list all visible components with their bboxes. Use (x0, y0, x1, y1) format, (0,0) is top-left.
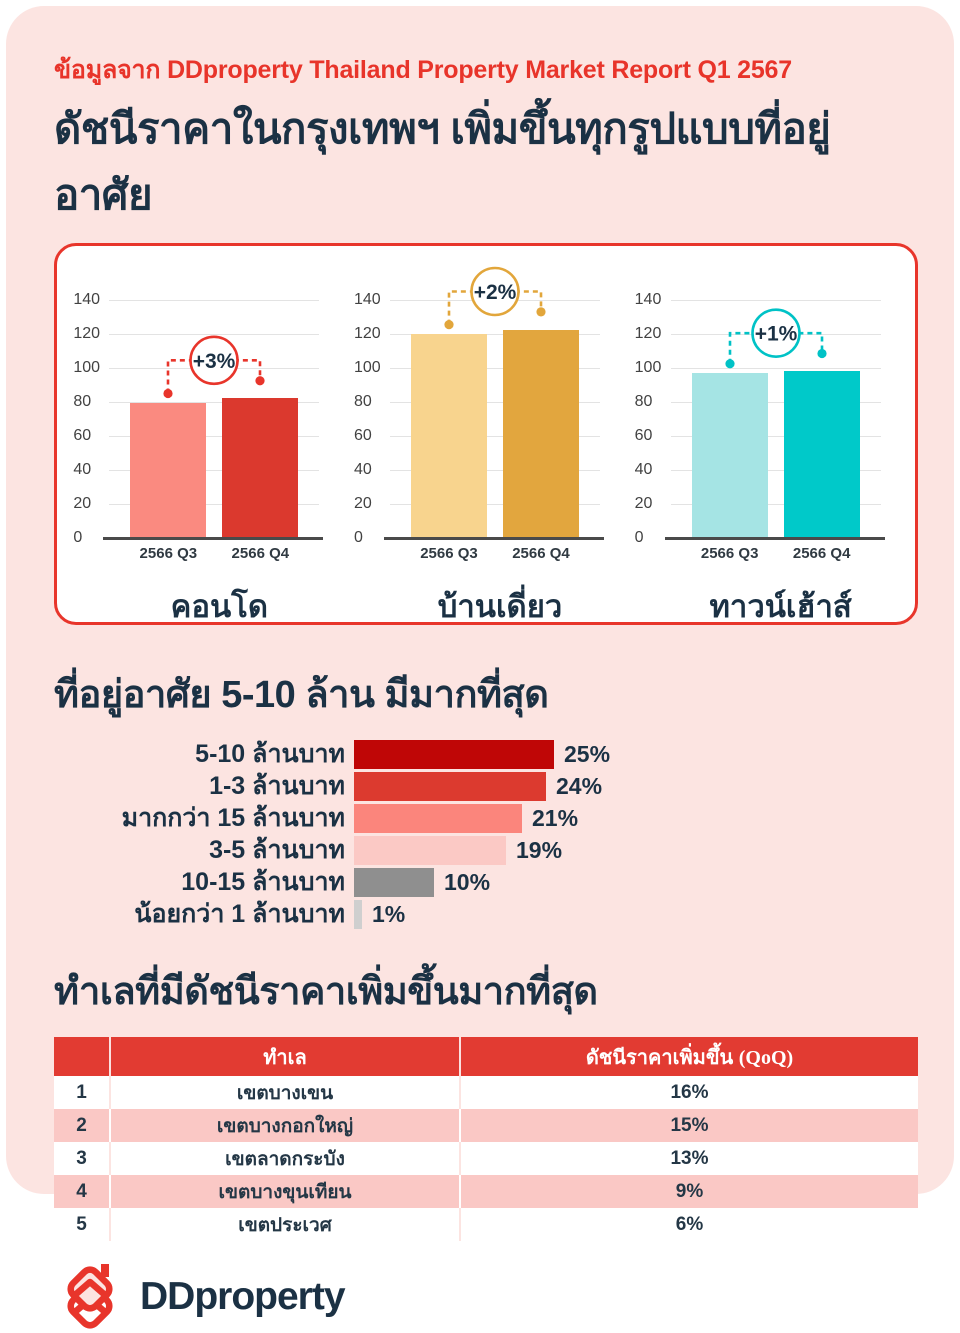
table-row (54, 1208, 918, 1241)
price-distribution-chart (54, 738, 906, 930)
x-axis-labels (109, 545, 319, 569)
distribution-row (54, 898, 906, 930)
distribution-row (54, 834, 906, 866)
table-row (54, 1076, 918, 1109)
distribution-bar (354, 900, 362, 929)
top-locations-title: ทำเลที่มีดัชนีราคาเพิ่มขึ้นมากที่สุด (54, 971, 598, 1013)
change-badge-label: +2% (473, 281, 517, 304)
rank-cell: 3 (54, 1142, 110, 1175)
chart-detached-house (354, 266, 622, 622)
change-annotation (109, 266, 319, 538)
table-row (54, 1175, 918, 1208)
page-title: ดัชนีราคาในกรุงเทพฯ เพิ่มขึ้นทุกรูปแบบที่อยู่อาศัย (54, 105, 831, 218)
distribution-label: น้อยกว่า 1 ล้านบาท (134, 900, 345, 928)
ddproperty-logo-text: DDproperty (140, 1275, 345, 1318)
x-axis-labels (671, 545, 881, 569)
infographic-panel (6, 6, 954, 1318)
y-tick-label: 120 (634, 325, 662, 342)
x-label: 2566 Q3 (700, 545, 759, 562)
distribution-value: 21% (532, 804, 579, 831)
connector-dot (444, 320, 453, 329)
distribution-value: 24% (556, 772, 603, 799)
value-header: ดัชนีราคาเพิ่มขึ้น (QoQ) (460, 1037, 918, 1076)
distribution-label: มากกว่า 15 ล้านบาท (121, 804, 345, 832)
chart-title: บ้านเดี่ยว (437, 589, 563, 624)
plot-area (390, 266, 600, 538)
y-tick-label: 80 (353, 393, 372, 410)
distribution-value: 1% (372, 900, 406, 927)
rank-header (54, 1037, 110, 1076)
distribution-label: 5-10 ล้านบาท (195, 740, 345, 768)
y-tick-label: 120 (73, 325, 101, 342)
distribution-bar (354, 740, 554, 769)
distribution-value: 19% (516, 836, 563, 863)
connector-dot (536, 307, 545, 316)
y-axis (353, 266, 390, 546)
connector-dot (725, 359, 734, 368)
y-tick-label: 20 (353, 495, 372, 512)
y-tick-label: 60 (73, 427, 92, 444)
distribution-bar (354, 836, 506, 865)
footer (54, 1261, 906, 1333)
x-label: 2566 Q4 (231, 545, 290, 562)
y-tick-label: 100 (73, 359, 101, 376)
distribution-row (54, 802, 906, 834)
value-cell: 13% (460, 1142, 918, 1175)
x-label: 2566 Q4 (512, 545, 570, 562)
price-distribution-title: ที่อยู่อาศัย 5-10 ล้าน มีมากที่สุด (54, 674, 549, 716)
y-tick-label: 0 (353, 529, 363, 546)
location-cell: เขตบางเขน (110, 1076, 460, 1109)
y-tick-label: 60 (634, 427, 653, 444)
distribution-value: 25% (564, 740, 611, 767)
y-tick-label: 140 (73, 291, 101, 308)
value-cell: 6% (460, 1208, 918, 1241)
change-badge-label: +3% (193, 349, 236, 373)
change-annotation (671, 266, 881, 538)
plot-area (671, 266, 881, 538)
x-label: 2566 Q3 (420, 545, 478, 562)
connector-dot (164, 389, 173, 398)
y-tick-label: 100 (634, 359, 662, 376)
distribution-label: 1-3 ล้านบาท (209, 772, 345, 800)
y-tick-label: 40 (353, 461, 372, 478)
distribution-label: 3-5 ล้านบาท (209, 836, 345, 864)
table-header-row (54, 1037, 918, 1076)
price-index-card (54, 243, 918, 625)
y-axis (634, 266, 671, 546)
x-axis-labels (390, 545, 600, 569)
source-line: ข้อมูลจาก DDproperty Thailand Property Market Report Q1 2567 (54, 56, 792, 84)
rank-cell: 4 (54, 1175, 110, 1208)
distribution-bar (354, 772, 546, 801)
y-tick-label: 20 (73, 495, 92, 512)
top-locations-table (54, 1037, 918, 1241)
table-row (54, 1142, 918, 1175)
location-cell: เขตประเวศ (110, 1208, 460, 1241)
y-tick-label: 80 (73, 393, 92, 410)
gridline (671, 538, 881, 539)
connector-dot (817, 349, 826, 358)
chart-townhouse (635, 266, 903, 622)
distribution-row (54, 738, 906, 770)
table-row (54, 1109, 918, 1142)
location-header: ทำเล (110, 1037, 460, 1076)
distribution-bar (354, 804, 522, 833)
change-annotation (390, 266, 600, 538)
value-cell: 16% (460, 1076, 918, 1109)
rank-cell: 2 (54, 1109, 110, 1142)
chart-condo (73, 266, 341, 622)
y-tick-label: 80 (634, 393, 653, 410)
y-tick-label: 140 (634, 291, 662, 308)
location-cell: เขตบางกอกใหญ่ (110, 1109, 460, 1142)
chart-title: ทาวน์เฮ้าส์ (709, 589, 852, 624)
x-label: 2566 Q4 (792, 545, 851, 562)
x-label: 2566 Q3 (139, 545, 198, 562)
location-cell: เขตลาดกระบัง (110, 1142, 460, 1175)
y-tick-label: 40 (634, 461, 653, 478)
distribution-bar (354, 868, 434, 897)
y-tick-label: 100 (353, 359, 381, 376)
distribution-value: 10% (444, 868, 491, 895)
y-tick-label: 120 (353, 325, 381, 342)
connector-dot (256, 376, 265, 385)
y-tick-label: 0 (73, 529, 83, 546)
y-axis (73, 266, 109, 546)
y-tick-label: 0 (634, 529, 644, 546)
y-tick-label: 40 (73, 461, 92, 478)
rank-cell: 5 (54, 1208, 110, 1241)
value-cell: 9% (460, 1175, 918, 1208)
y-tick-label: 20 (634, 495, 653, 512)
chart-title: คอนโด (170, 589, 268, 624)
plot-area (109, 266, 319, 538)
gridline (109, 538, 319, 539)
location-cell: เขตบางขุนเทียน (110, 1175, 460, 1208)
distribution-label: 10-15 ล้านบาท (181, 868, 345, 896)
y-tick-label: 60 (353, 427, 372, 444)
value-cell: 15% (460, 1109, 918, 1142)
change-badge-label: +1% (754, 322, 797, 346)
rank-cell: 1 (54, 1076, 110, 1109)
y-tick-label: 140 (353, 291, 381, 308)
table-body (54, 1076, 918, 1241)
distribution-row (54, 866, 906, 898)
qoq-label: (QoQ) (738, 1046, 794, 1069)
distribution-row (54, 770, 906, 802)
gridline (390, 538, 600, 539)
ddproperty-logo-icon (54, 1261, 126, 1333)
